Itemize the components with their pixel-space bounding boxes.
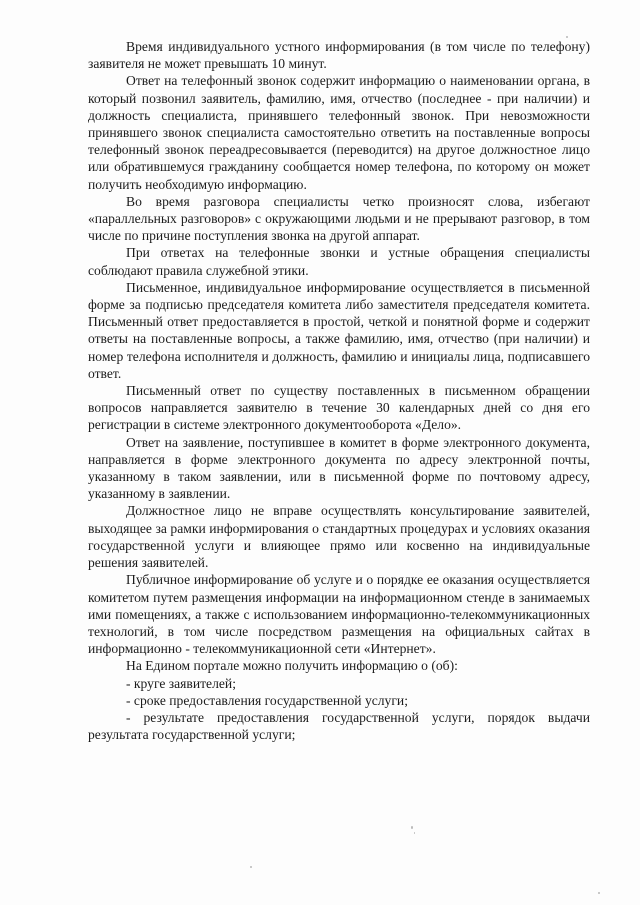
paragraph: Ответ на заявление, поступившее в комитет в форме электронного документа, направляется в форме электронного документа по адресу электронной почты, указанному в таком заявлении, или в письменной форме по почтовому адресу, указанному в заявлении. (88, 434, 590, 502)
paragraph: При ответах на телефонные звонки и устные обращения специалисты соблюдают правила служебной этики. (88, 245, 590, 278)
paragraph: Письменное, индивидуальное информирование осуществляется в письменной форме за подписью председателя комитета либо заместителя председателя комитета. Письменный ответ предоставляется в простой, четкой и понятной форме и содержит ответы на поставленные вопросы, а также фамилию, имя, отчество (при наличии) и номер телефона исполнителя и должность, фамилию и инициалы лица, подписавшего ответ. (88, 279, 590, 381)
list-item: - результате предоставления государственной услуги, порядок выдачи результата государственной услуги; (88, 709, 590, 743)
scan-speck (411, 826, 413, 829)
document-body (88, 38, 590, 743)
scan-speck (250, 866, 252, 868)
list-item: - круге заявителей; (126, 675, 236, 691)
paragraph: Публичное информирование об услуге и о порядке ее оказания осуществляется комитетом путем размещения информации на информационном стенде в занимаемых ими помещениях, а также с использованием информационно-телекоммуникационных технологий, в том числе посредством размещения на официальных сайтах в информационно - телекоммуникационной сети «Интернет». (88, 572, 590, 657)
list-item: - сроке предоставления государственной услуги; (126, 692, 408, 708)
paragraph: Письменный ответ по существу поставленных в письменном обращении вопросов направляется заявителю в течение 30 календарных дней со дня его регистрации в системе электронного документооборота «Дело». (88, 383, 590, 433)
paragraph: Должностное лицо не вправе осуществлять консультирование заявителей, выходящее за рамки информирования о стандартных процедурах и условиях оказания государственной услуги и влияющее прямо или косвенно на индивидуальные решения заявителей. (88, 503, 590, 571)
scan-speck (566, 36, 568, 38)
scan-speck (598, 892, 600, 894)
paragraph: Время индивидуального устного информирования (в том числе по телефону) заявителя не может превышать 10 минут. (88, 39, 590, 72)
paragraph: Ответ на телефонный звонок содержит информацию о наименовании органа, в который позвонил заявитель, фамилию, имя, отчество (последнее - при наличии) и должность специалиста, принявшего телефонный звонок. При невозможности принявшего звонок специалиста самостоятельно ответить на поставленные вопросы телефонный звонок переадресовывается (переводится) на другое должностное лицо или обратившемуся гражданину сообщается номер телефона, по которому он может получить необходимую информацию. (88, 73, 590, 192)
scan-speck (414, 832, 415, 834)
paragraph: Во время разговора специалисты четко произносят слова, избегают «параллельных разговоров» с окружающими людьми и не прерывают разговор, в том числе по причине поступления звонка на другой аппарат. (88, 193, 590, 244)
paragraph: На Едином портале можно получить информацию о (об): (126, 658, 458, 674)
